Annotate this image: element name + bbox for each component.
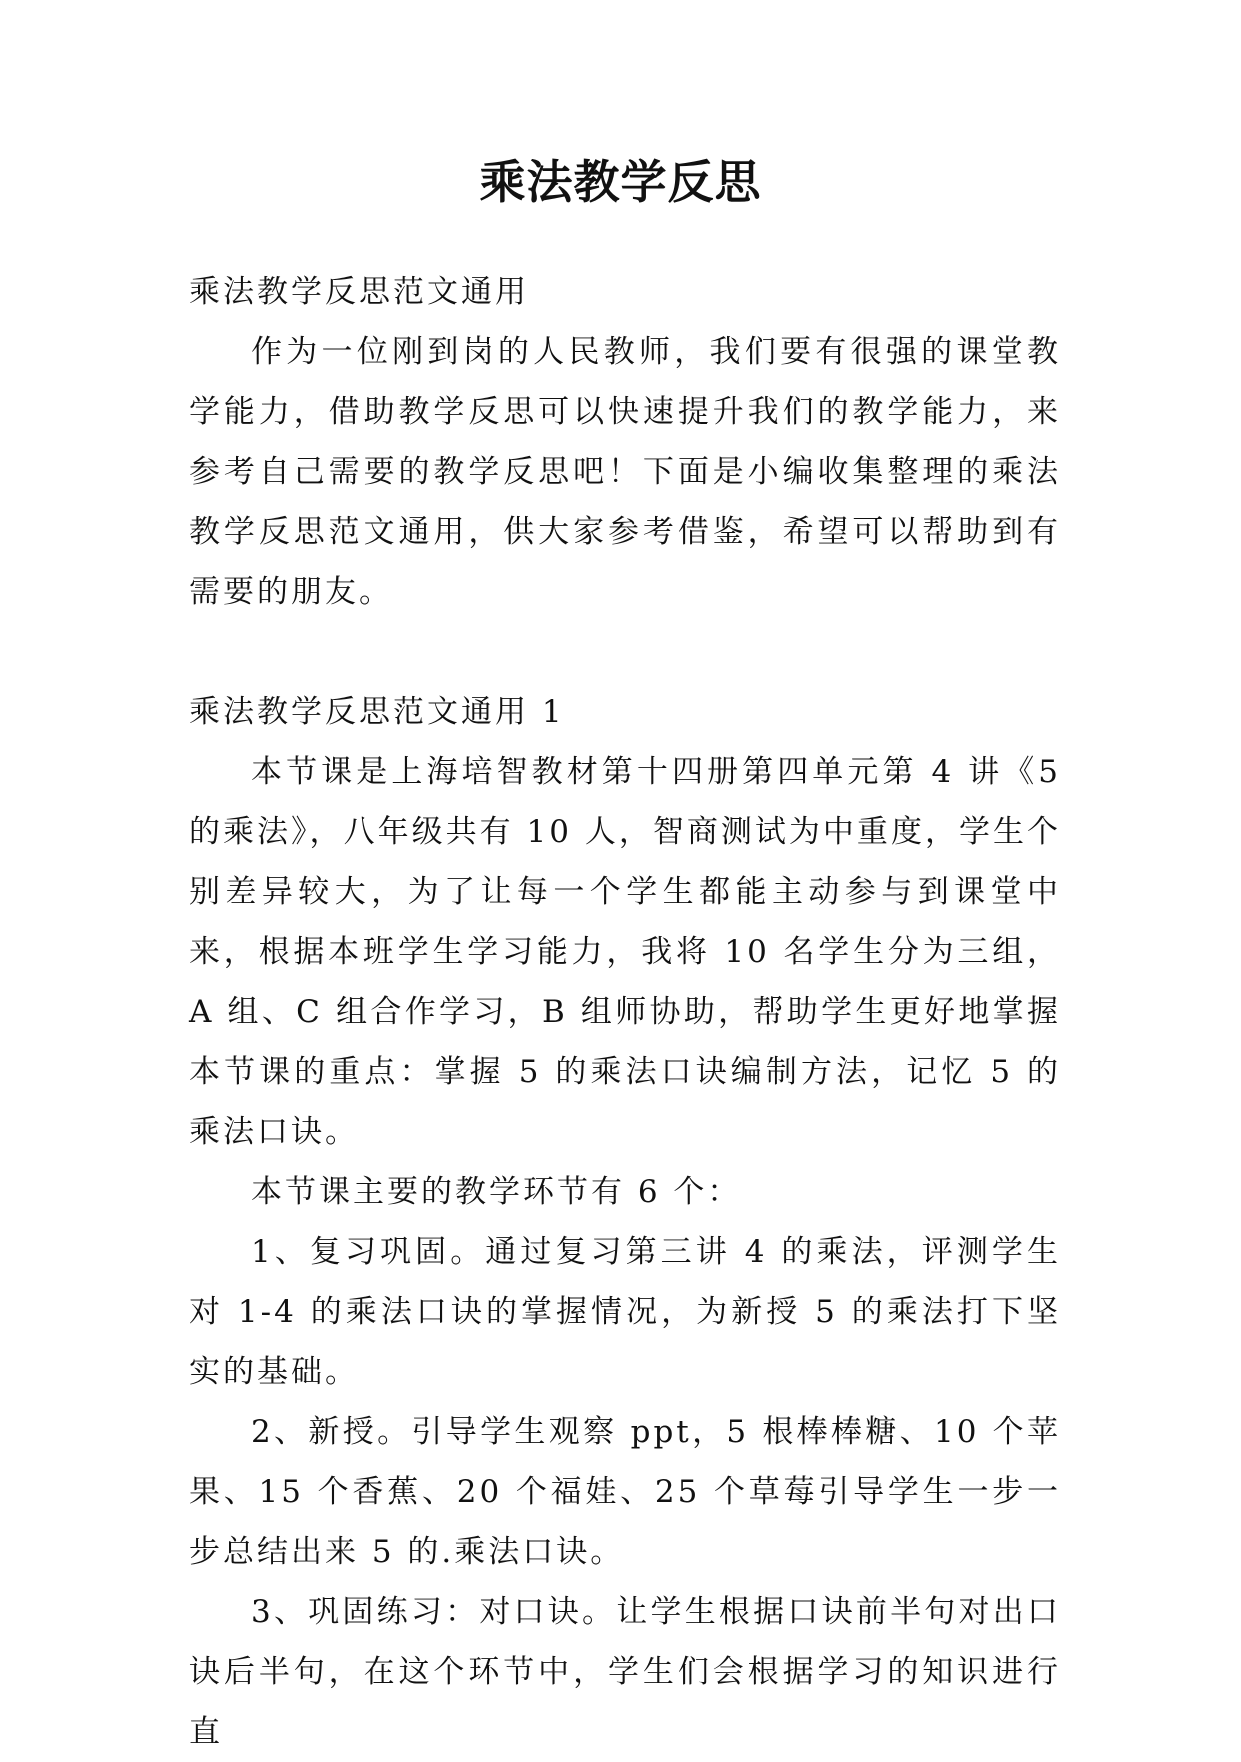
section1-paragraph-4: 2、新授。引导学生观察 ppt，5 根棒棒糖、10 个苹果、15 个香蕉、20 个福娃、25 个草莓引导学生一步一步总结出来 5 的.乘法口诀。 — [189, 1414, 1061, 1570]
intro-heading: 乘法教学反思范文通用 — [189, 274, 529, 310]
section1-paragraph-5: 3、巩固练习：对口诀。让学生根据口诀前半句对出口诀后半句，在这个环节中，学生们会根据学习的知识进行直 — [189, 1594, 1061, 1750]
section1-paragraph-3: 1、复习巩固。通过复习第三讲 4 的乘法，评测学生对 1-4 的乘法口诀的掌握情况，为新授 5 的乘法打下坚实的基础。 — [189, 1234, 1061, 1390]
intro-paragraph: 作为一位刚到岗的人民教师，我们要有很强的课堂教学能力，借助教学反思可以快速提升我们的教学能力，来参考自己需要的教学反思吧！下面是小编收集整理的乘法教学反思范文通用，供大家参考借鉴，希望可以帮助到有需要的朋友。 — [189, 334, 1061, 610]
document-body — [189, 262, 1061, 1762]
section1-paragraph-2: 本节课主要的教学环节有 6 个： — [251, 1174, 742, 1210]
document-title: 乘法教学反思 — [479, 155, 762, 209]
section1-heading: 乘法教学反思范文通用 1 — [189, 694, 565, 730]
section1-paragraph-1: 本节课是上海培智教材第十四册第四单元第 4 讲《5 的乘法》，八年级共有 10 人，智商测试为中重度，学生个别差异较大，为了让每一个学生都能主动参与到课堂中来，根据本班学生学习能力，我将 10 名学生分为三组，A 组、C 组合作学习，B 组师协助，帮助学生更好地掌握本节课的重点：掌握 5 的乘法口诀编制方法，记忆 5 的乘法口诀。 — [189, 754, 1061, 1150]
section-spacer — [189, 622, 1061, 682]
